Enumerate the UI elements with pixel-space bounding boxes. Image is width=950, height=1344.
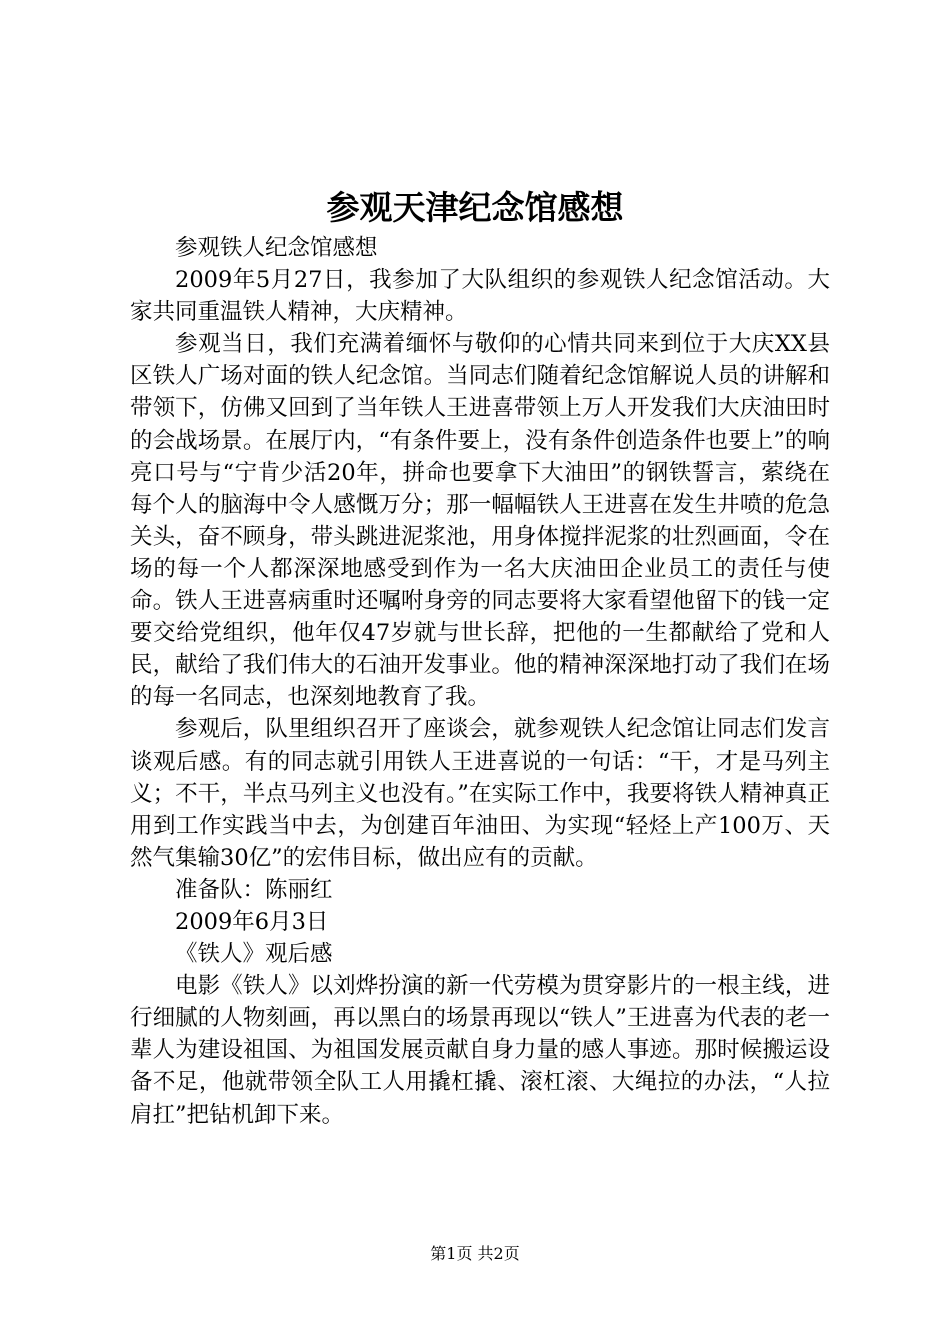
discussion-paragraph: 参观后，队里组织召开了座谈会，就参观铁人纪念馆让同志们发言谈观后感。有的同志就引用铁人王进喜说的一句话：“干，才是马列主义；不干，半点马列主义也没有。”在实际工作中，我要将铁人精神真正用到工作实践当中去，为创建百年油田、为实现“轻烃上产100万、天然气集输30亿”的宏伟目标，做出应有的贡献。	[130, 716, 830, 871]
subtitle-paragraph: 参观铁人纪念馆感想	[175, 235, 378, 261]
author-line: 准备队：陈丽红	[175, 876, 333, 903]
document-title: 参观天津纪念馆感想	[326, 188, 624, 227]
film-paragraph: 电影《铁人》以刘烨扮演的新一代劳模为贯穿影片的一根主线，进行细腻的人物刻画，再以黑白的场景再现以“铁人”王进喜为代表的老一辈人为建设祖国、为祖国发展贡献自身力量的感人事迹。那时候搬运设备不足，他就带领全队工人用撬杠撬、滚杠滚、大绳拉的办法，“人拉肩扛”把钻机卸下来。	[130, 973, 830, 1128]
date-line: 2009年6月3日	[175, 908, 329, 935]
section-heading: 《铁人》观后感	[175, 941, 333, 968]
intro-paragraph: 2009年5月27日，我参加了大队组织的参观铁人纪念馆活动。大家共同重温铁人精神，大庆精神。	[130, 267, 830, 326]
page-number: 第1页 共2页	[430, 1244, 520, 1263]
document-body	[130, 232, 830, 1131]
visit-paragraph: 参观当日，我们充满着缅怀与敬仰的心情共同来到位于大庆XX县区铁人广场对面的铁人纪念馆。当同志们随着纪念馆解说人员的讲解和带领下，仿佛又回到了当年铁人王进喜带领上万人开发我们大庆油田时的会战场景。在展厅内，“有条件要上，没有条件创造条件也要上”的响亮口号与“宁肯少活20年，拼命也要拿下大油田”的钢铁誓言，萦绕在每个人的脑海中令人感慨万分；那一幅幅铁人王进喜在发生井喷的危急关头，奋不顾身，带头跳进泥浆池，用身体搅拌泥浆的壮烈画面，令在场的每一个人都深深地感受到作为一名大庆油田企业员工的责任与使命。铁人王进喜病重时还嘱咐身旁的同志要将大家看望他留下的钱一定要交给党组织，他年仅47岁就与世长辞，把他的一生都献给了党和人民，献给了我们伟大的石油开发事业。他的精神深深地打动了我们在场的每一名同志，也深刻地教育了我。	[130, 331, 830, 711]
